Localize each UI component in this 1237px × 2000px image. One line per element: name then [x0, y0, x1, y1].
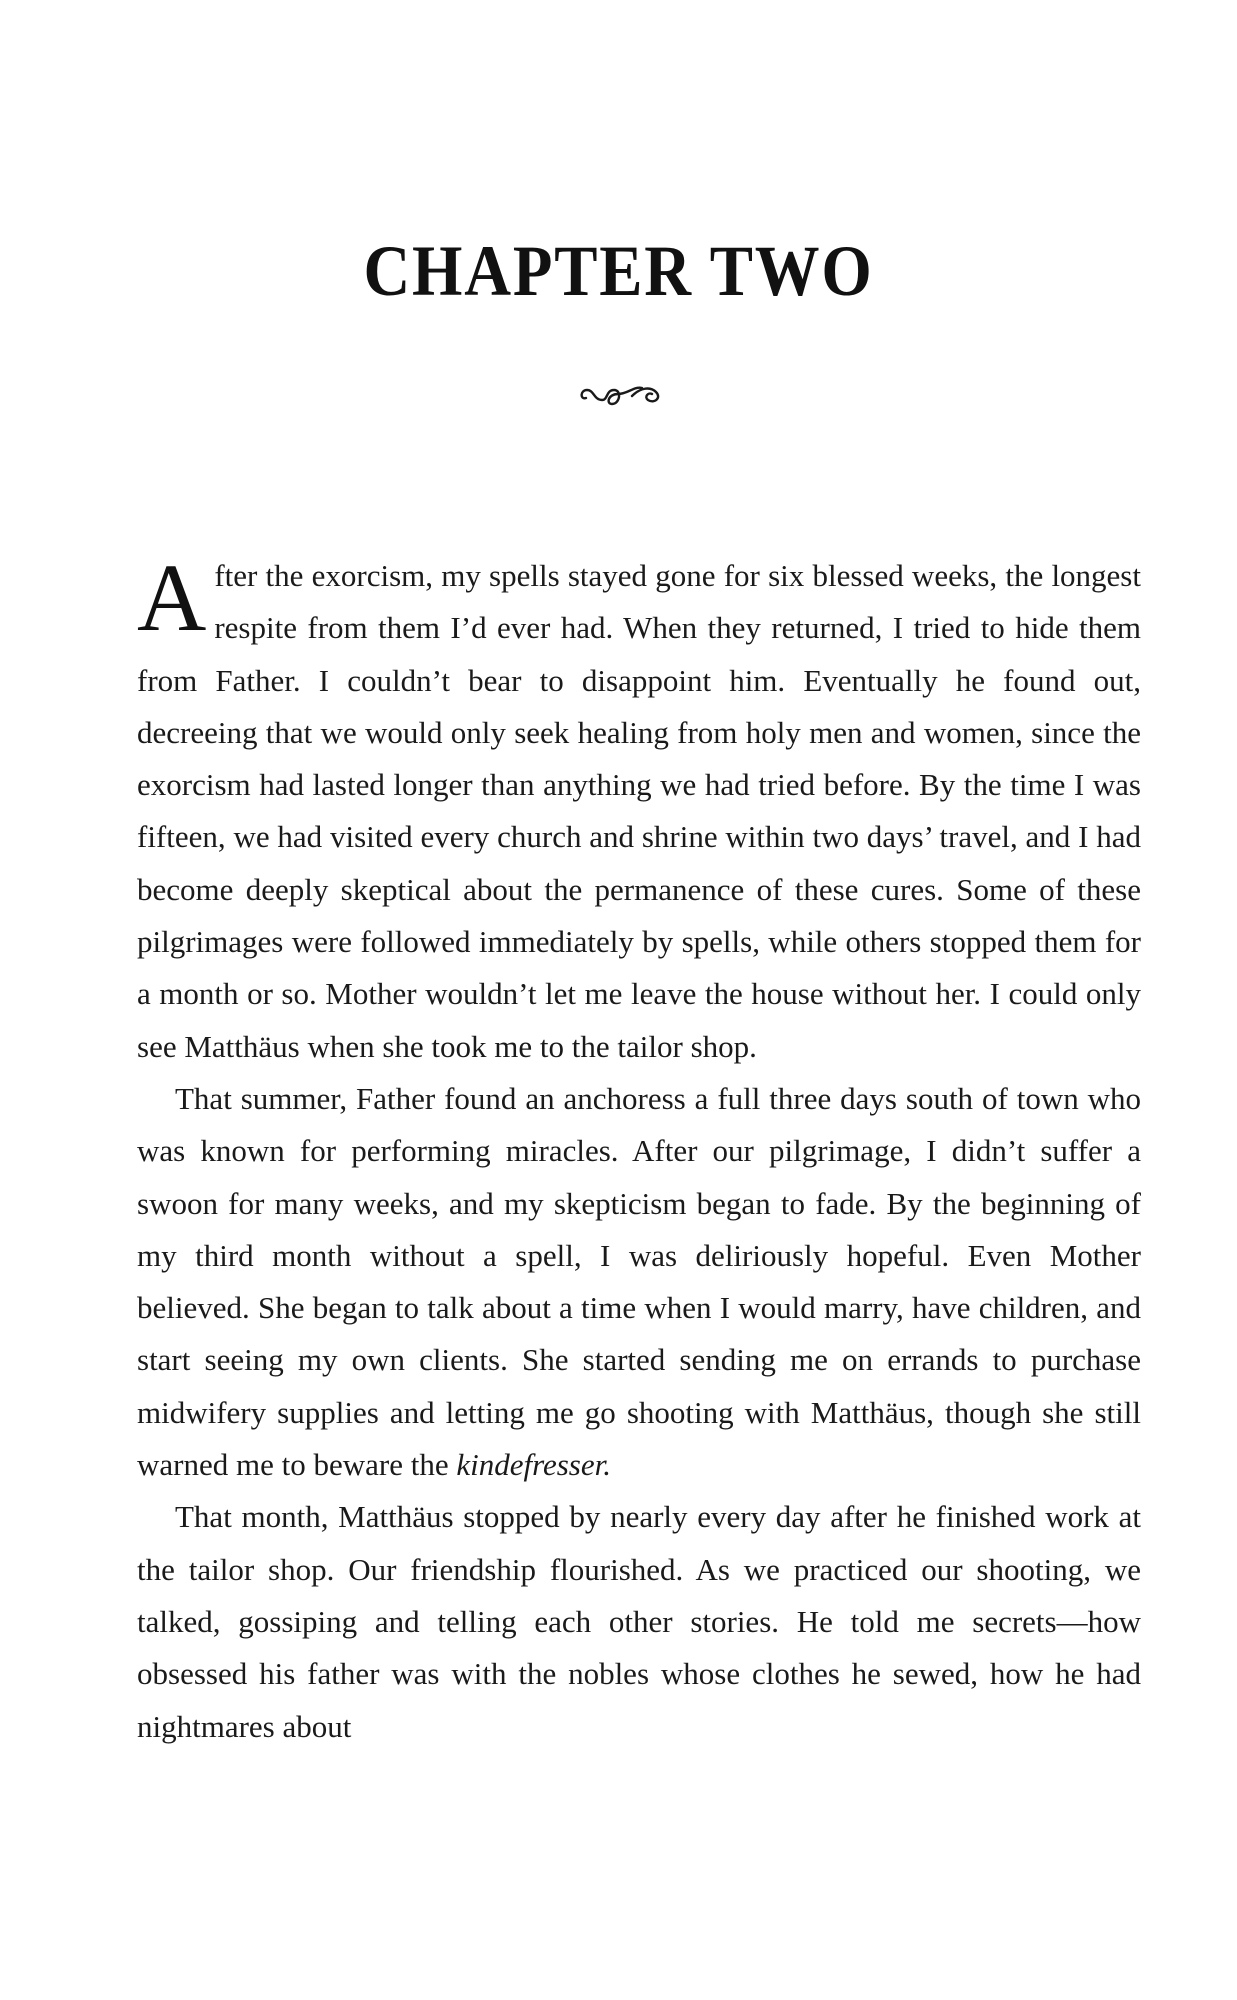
paragraph-1	[137, 544, 1141, 1073]
paragraph-3-text: That month, Matthäus stopped by nearly every day after he finished work at the tailor shop. Our friendship flourished. As we practiced our shooting, we talked, gossiping and telling each other stories. He told me secrets—how obsessed his father was with the nobles whose clothes he sewed, how he had nightmares about	[137, 1499, 1141, 1744]
paragraph-2-italic: kindefresser.	[456, 1447, 612, 1483]
chapter-title: CHAPTER TWO	[363, 231, 874, 311]
fleuron-ornament-icon	[578, 378, 668, 412]
paragraph-1-text: fter the exorcism, my spells stayed gone for six blessed weeks, the longest respite from them I’d ever had. When they returned, I tried to hide them from Father. I couldn’t bear to disappoint him. Eventually he found out, decreeing that we would only seek healing from holy men and women, since the exorcism had lasted longer than anything we had tried before. By the time I was fifteen, we had visited every church and shrine within two days’ travel, and I had become deeply skeptical about the permanence of these cures. Some of these pilgrimages were followed immediately by spells, while others stopped them for a month or so. Mother wouldn’t let me leave the house without her. I could only see Matthäus when she took me to the tailor shop.	[137, 558, 1141, 1064]
chapter-body	[137, 544, 1141, 1753]
drop-cap: A	[137, 544, 207, 651]
paragraph-3	[137, 1491, 1141, 1752]
paragraph-2	[137, 1073, 1141, 1491]
paragraph-2-text: That summer, Father found an anchoress a full three days south of town who was known for performing miracles. After our pilgrimage, I didn’t suffer a swoon for many weeks, and my skepticism began to fade. By the beginning of my third month without a spell, I was deliriously hopeful. Even Mother believed. She began to talk about a time when I would marry, have children, and start seeing my own clients. She started sending me on errands to purchase midwifery supplies and letting me go shooting with Matthäus, though she still warned me to beware the	[137, 1080, 1141, 1483]
